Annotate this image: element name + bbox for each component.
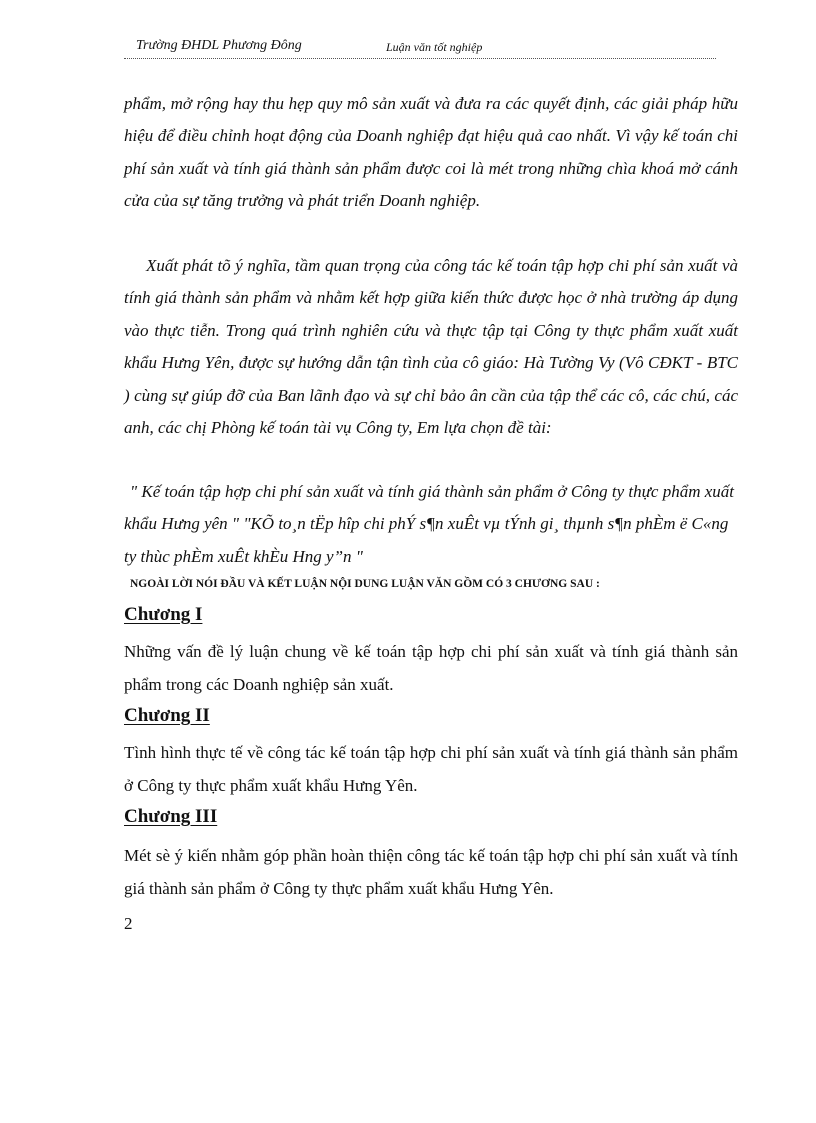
chapter-2-title: Chương II (124, 705, 210, 726)
chapter-3-text: Mét sè ý kiến nhằm góp phần hoàn thiện công tác kế toán tập hợp chi phí sản xuất và tính giá thành sản phẩm ở Công ty thực phẩm xuất khẩu Hưng Yên. (124, 846, 738, 898)
page-number: 2 (124, 914, 133, 933)
chapter-2-text: Tình hình thực tế về công tác kế toán tập hợp chi phí sản xuất và tính giá thành sản phẩm ở Công ty thực phẩm xuất khẩu Hưng Yên. (124, 743, 738, 795)
page-header (124, 36, 716, 59)
section-title: NGOÀI LỜI NÓI ĐẦU VÀ KẾT LUẬN NỘI DUNG LUẬN VĂN GỒM CÓ 3 CHƯƠNG SAU : (130, 578, 600, 590)
paragraph-intro-continued: phẩm, mở rộng hay thu hẹp quy mô sản xuất và đưa ra các quyết định, các giải pháp hữu hiệu để điều chỉnh hoạt động của Doanh nghiệp đạt hiệu quả cao nhất. Vì vậy kế toán chi phí sản xuất và tính giá thành sản phẩm được coi là mét trong những chìa khoá mở cánh cửa của sự tăng trưởng và phát triển Doanh nghiệp. (124, 94, 738, 211)
chapter-1-title: Chương I (124, 604, 203, 625)
chapter-1-text: Những vấn đề lý luận chung về kế toán tập hợp chi phí sản xuất và tính giá thành sản phẩm trong các Doanh nghiệp sản xuất. (124, 642, 738, 694)
header-school: Trường ĐHDL Phương Đông (136, 38, 302, 53)
header-thesis: Luận văn tốt nghiệp (386, 40, 483, 54)
paragraph-motivation: Xuất phát tõ ý nghĩa, tầm quan trọng của công tác kế toán tập hợp chi phí sản xuất và tính giá thành sản phẩm và nhằm kết hợp giữa kiến thức được học ở nhà trường áp dụng vào thực tiễn. Trong quá trình nghiên cứu và thực tập tại Công ty thực phẩm xuất xuất khẩu Hưng Yên, được sự hướng dẫn tận tình của cô giáo: Hà Tường Vy (Vô CĐKT - BTC ) cùng sự giúp đỡ của Ban lãnh đạo và sự chỉ bảo ân cần của tập thể các cô, các chú, các anh, các chị Phòng kế toán tài vụ Công ty, Em lựa chọn đề tài: (124, 256, 738, 438)
paragraph-topic-quote: " Kế toán tập hợp chi phí sản xuất và tính giá thành sản phẩm ở Công ty thực phẩm xuất khẩu Hưng yên " "KÕ to¸n tËp hîp chi phÝ s¶n xuÊt vµ tÝnh gi¸ thµnh s¶n phÈm ë C«ng ty thùc phÈm xuÊt khÈu Hng y”n " (124, 482, 735, 566)
chapter-3-title: Chương III (124, 806, 218, 827)
